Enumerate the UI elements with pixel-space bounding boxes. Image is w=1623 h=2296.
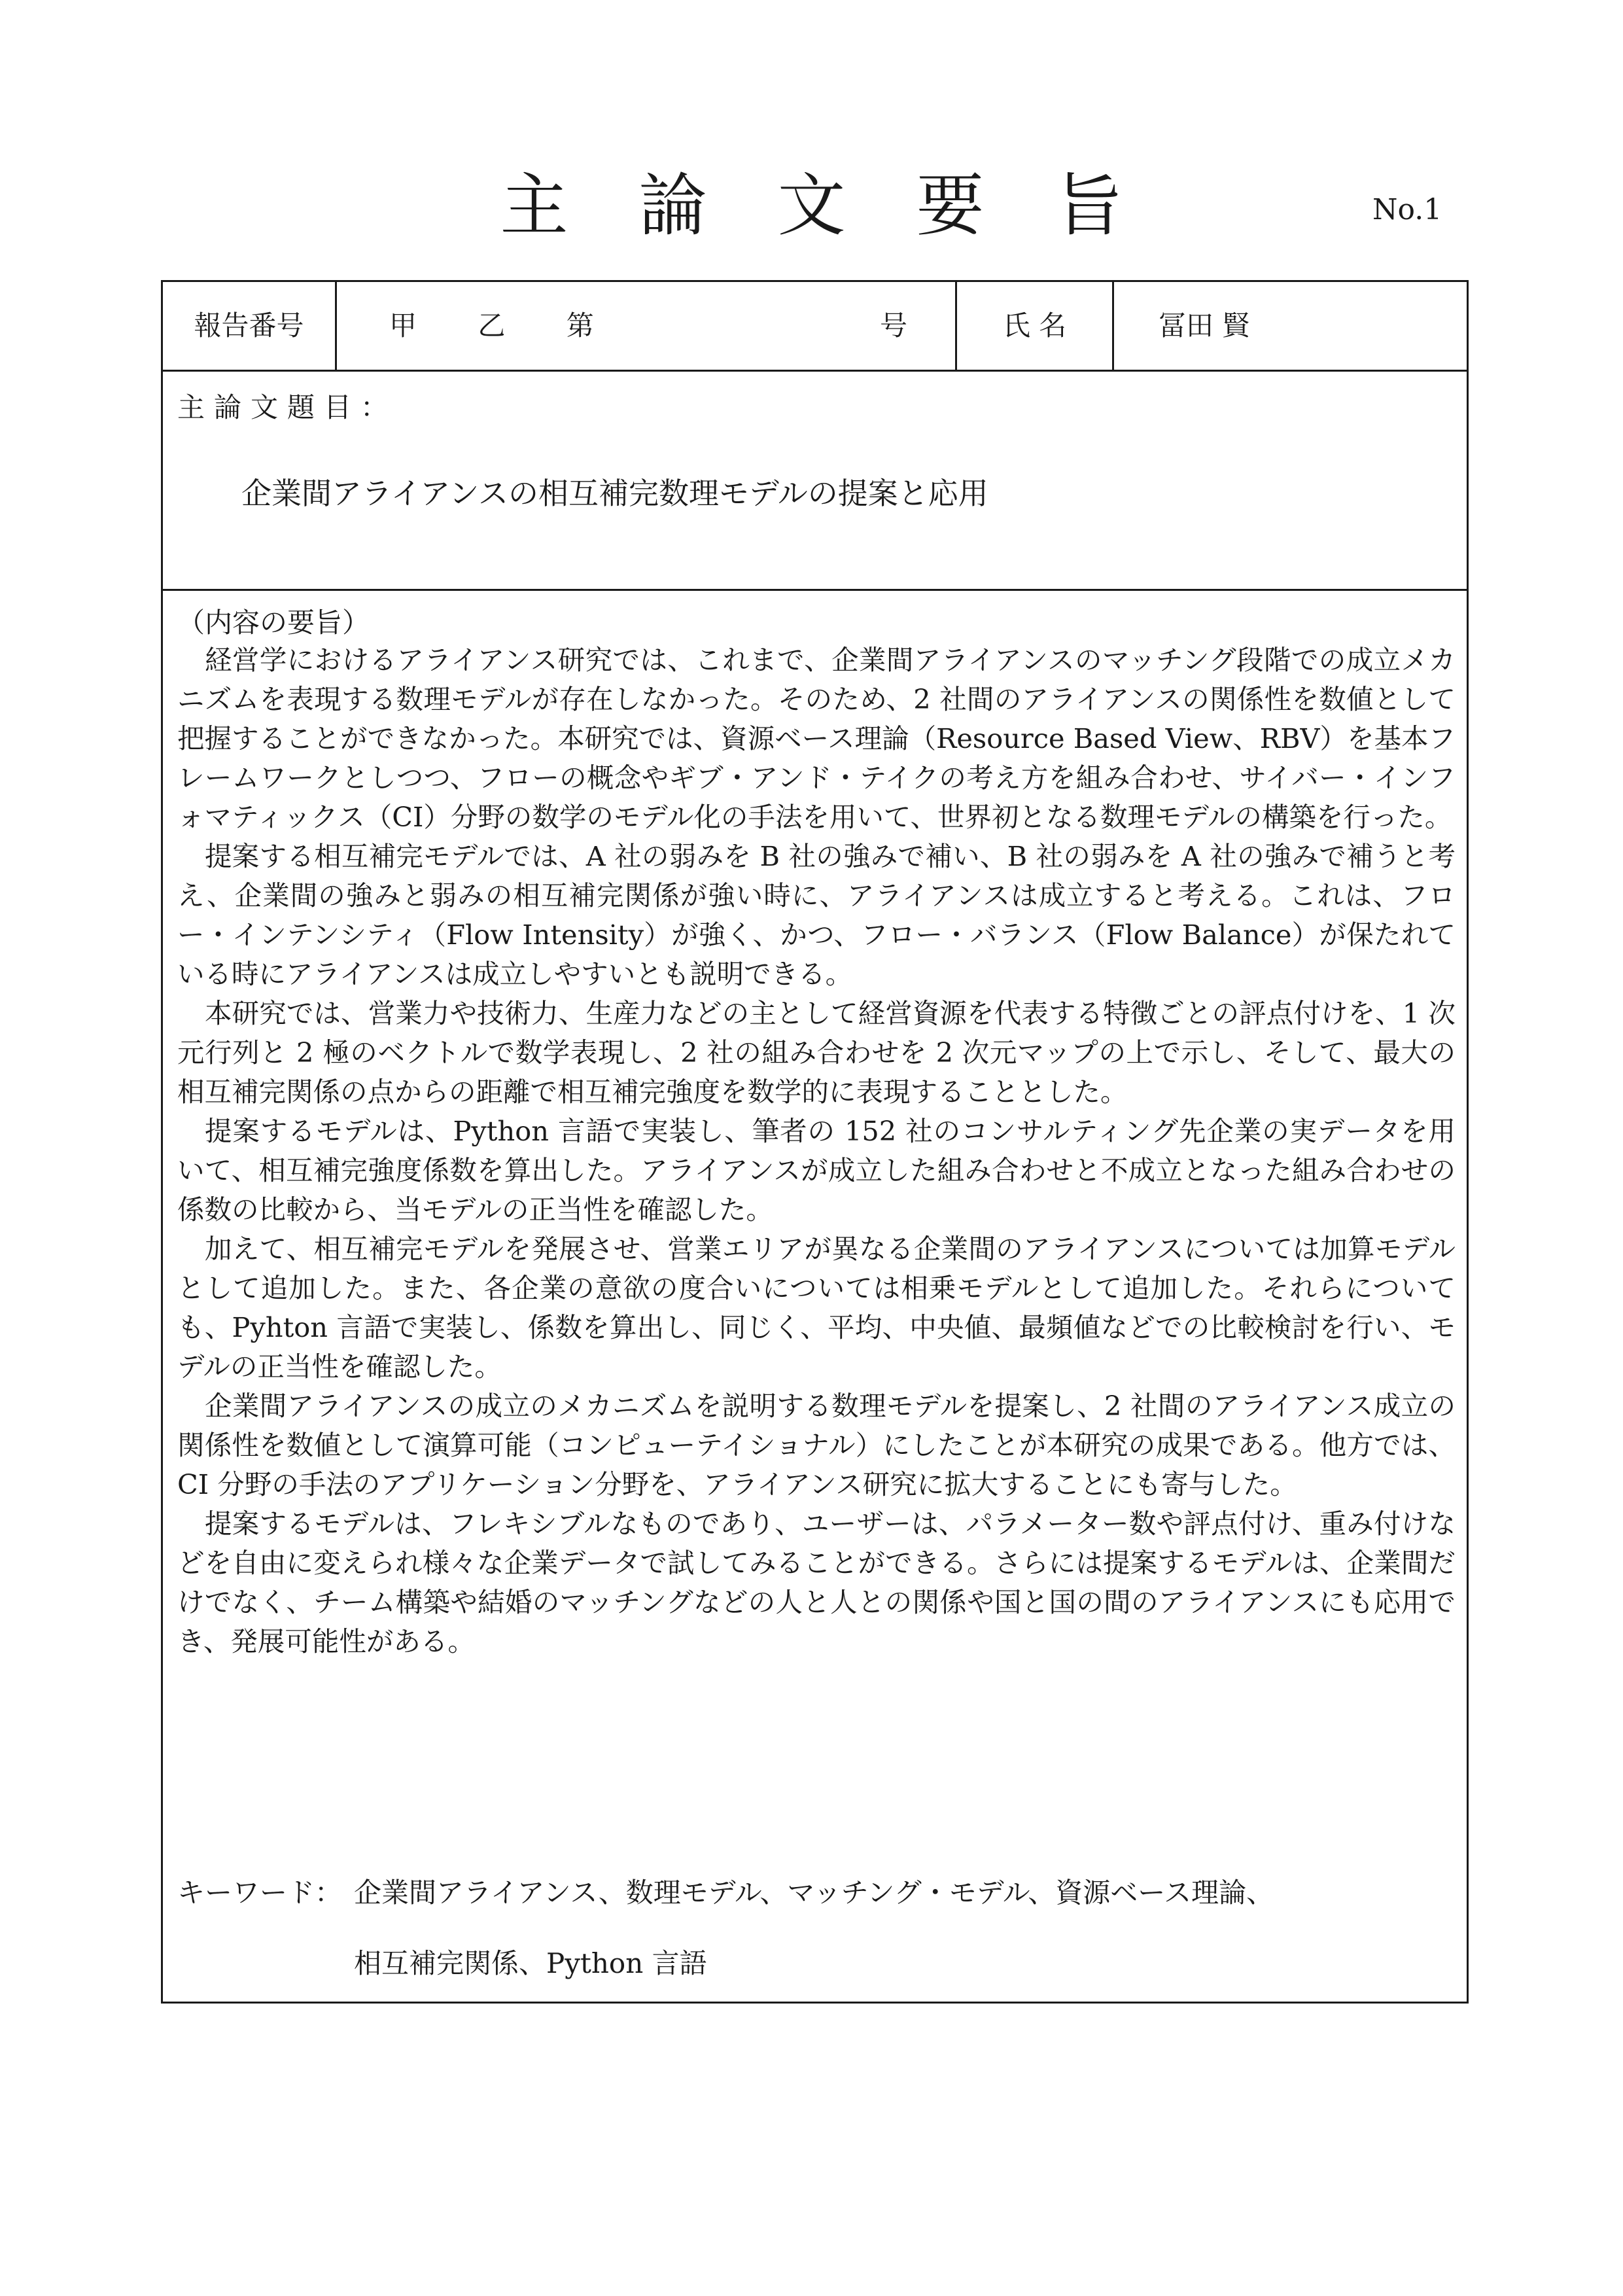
keywords-value-2: 相互補完関係、Python 言語 [354, 1947, 707, 1979]
abstract-paragraph: 提案するモデルは、フレキシブルなものであり、ユーザーは、パラメーター数や評点付け、重み付けなどを自由に変えられ様々な企業データで試してみることができる。さらには提案するモデルは、企業間だけでなく、チーム構築や結婚のマッチングなどの人と人との関係や国と国の間のアライアンスにも応用でき、発展可能性がある。 [177, 1508, 1456, 1657]
abstract-body [177, 641, 1456, 1661]
name-label: 氏 名 [957, 282, 1114, 370]
report-number-label: 報告番号 [163, 282, 337, 370]
thesis-title-row [163, 372, 1467, 591]
page-number: No.1 [1372, 193, 1442, 226]
abstract-paragraph: 加えて、相互補完モデルを発展させ、営業エリアが異なる企業間のアライアンスについては加算モデルとして追加した。また、各企業の意欲の度合いについては相乗モデルとして追加した。それらについても、Pyhton 言語で実装し、係数を算出し、同じく、平均、中央値、最頻値などでの比較検討を行い、モデルの正当性を確認した。 [177, 1233, 1456, 1383]
thesis-title: 企業間アライアンスの相互補完数理モデルの提案と応用 [241, 476, 988, 511]
author-name: 冨田 賢 [1159, 309, 1250, 342]
page-title-char: 主 [500, 166, 568, 245]
page-title-char: 旨 [1055, 166, 1123, 245]
abstract-paragraph: 本研究では、営業力や技術力、生産力などの主として経営資源を代表する特徴ごとの評点付けを、1 次元行列と 2 極のベクトルで数学表現し、2 社の組み合わせを 2 次元マップの上で示し、そして、最大の相互補完関係の点からの距離で相互補完強度を数学的に表現することとした。 [177, 997, 1456, 1108]
abstract-paragraph: 提案するモデルは、Python 言語で実装し、筆者の 152 社のコンサルティング先企業の実データを用いて、相互補完強度係数を算出した。アライアンスが成立した組み合わせと不成立となった組み合わせの係数の比較から、当モデルの正当性を確認した。 [177, 1115, 1456, 1226]
abstract-label: （内容の要旨） [177, 607, 370, 639]
abstract-paragraph: 提案する相互補完モデルでは、A 社の弱みを B 社の強みで補い、B 社の弱みを A 社の強みで補うと考え、企業間の強みと弱みの相互補完関係が強い時に、アライアンスは成立すると考える。これは、フロー・インテンシティ（Flow Intensity）が強く、かつ、フロー・バランス（Flow Balance）が保たれている時にアライアンスは成立しやすいとも説明できる。 [177, 840, 1456, 990]
keywords-line-1 [177, 1858, 1274, 1928]
report-number-prefix: 甲 乙 第 [389, 309, 620, 342]
keywords [177, 1858, 1274, 1999]
keywords-value-1: 企業間アライアンス、数理モデル、マッチング・モデル、資源ベース理論、 [354, 1877, 1274, 1909]
page-title-char: 論 [638, 166, 707, 245]
abstract-paragraph: 経営学におけるアライアンス研究では、これまで、企業間アライアンスのマッチング段階での成立メカニズムを表現する数理モデルが存在しなかった。そのため、2 社間のアライアンスの関係性を数値として把握することができなかった。本研究では、資源ベース理論（Resource Based View、RBV）を基本フレームワークとしつつ、フローの概念やギブ・アンド・テイクの考え方を組み合わせ、サイバー・インフォマティックス（CI）分野の数学のモデル化の手法を用いて、世界初となる数理モデルの構築を行った。 [177, 644, 1456, 833]
report-number-suffix: 号 [880, 309, 908, 342]
page-title-char: 文 [777, 166, 846, 245]
abstract-paragraph: 企業間アライアンスの成立のメカニズムを説明する数理モデルを提案し、2 社間のアライアンス成立の関係性を数値として演算可能（コンピューテイショナル）にしたことが本研究の成果である。他方では、CI 分野の手法のアプリケーション分野を、アライアンス研究に拡大することにも寄与した。 [177, 1390, 1456, 1500]
abstract-section [163, 591, 1467, 2002]
page-title-char: 要 [916, 166, 985, 245]
abstract-form [161, 280, 1469, 2004]
thesis-title-label: 主論文題目： [177, 391, 398, 423]
header-row [163, 282, 1467, 372]
keywords-label: キーワード： [177, 1877, 343, 1909]
report-number-value [337, 282, 957, 370]
